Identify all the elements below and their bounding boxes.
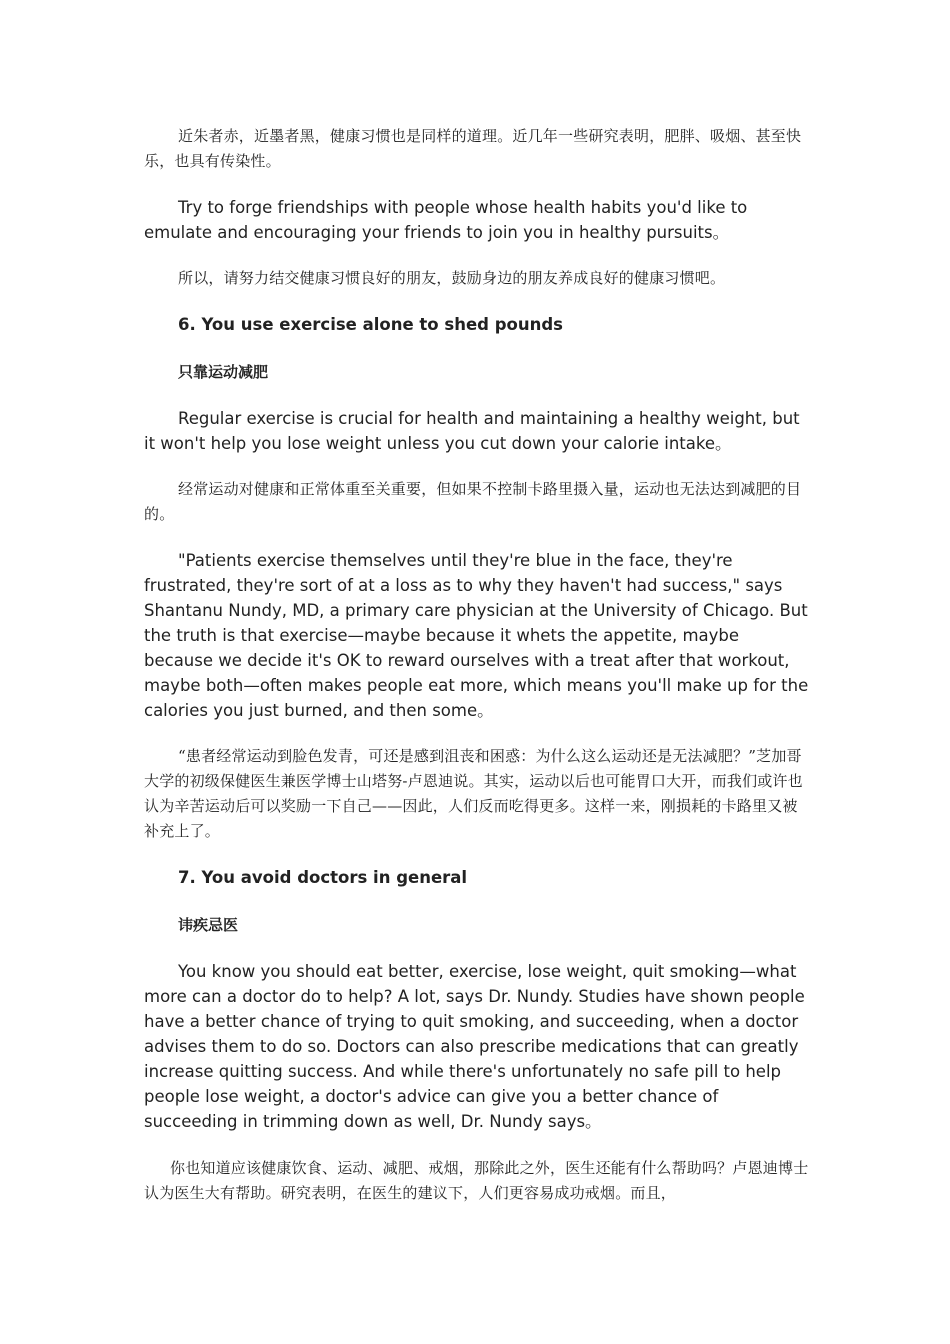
- paragraph-zh-patients-quote: “患者经常运动到脸色发青，可还是感到沮丧和困惑：为什么这么运动还是无法减肥？”芝加哥大学的初级保健医生兼医学博士山塔努-卢恩迪说。其实，运动以后也可能胃口大开，而我们或许也认为辛苦运动后可以奖励一下自己——因此，人们反而吃得更多。这样一来，刚损耗的卡路里又被补充上了。: [144, 747, 803, 840]
- paragraph-zh-doctor-help: 你也知道应该健康饮食、运动、减肥、戒烟，那除此之外，医生还能有什么帮助吗？卢恩迪博士认为医生大有帮助。研究表明，在医生的建议下，人们更容易成功戒烟。而且，: [144, 1159, 809, 1202]
- paragraph-en-doctor-help: You know you should eat better, exercise, lose weight, quit smoking—what more can a doctor do to help? A lot, says Dr. Nundy. Studies have shown people have a better chance of trying to quit smoking, and succeeding, when a doctor advises them to do so. Doctors can also prescribe medications that can greatly increase quitting success. And while there's unfortunately no safe pill to help people lose weight, a doctor's advice can give you a better chance of succeeding in trimming down as well, Dr. Nundy says。: [144, 962, 805, 1131]
- paragraph-zh-contagious-habits: 近朱者赤，近墨者黑，健康习惯也是同样的道理。近几年一些研究表明，肥胖、吸烟、甚至快乐，也具有传染性。: [144, 127, 802, 170]
- section-heading-6-zh: 只靠运动减肥: [178, 363, 269, 381]
- section-heading-7-zh: 讳疾忌医: [178, 916, 239, 934]
- paragraph-en-forge-friendships: Try to forge friendships with people whose health habits you'd like to emulate and encouraging your friends to join you in healthy pursuits。: [144, 198, 748, 242]
- paragraph-en-patients-quote: "Patients exercise themselves until they're blue in the face, they're frustrated, they're sort of at a loss as to why they haven't had success," says Shantanu Nundy, MD, a primary care physician at the University of Chicago. But the truth is that exercise—maybe because it whets the appetite, maybe because we decide it's OK to reward ourselves with a treat after that workout, maybe both—often makes people eat more, which means you'll make up for the calories you just burned, and then some。: [144, 551, 809, 720]
- article-body: [144, 124, 810, 1206]
- paragraph-en-regular-exercise: Regular exercise is crucial for health and maintaining a healthy weight, but it won't help you lose weight unless you cut down your calorie intake。: [144, 409, 800, 453]
- section-heading-6-en: 6. You use exercise alone to shed pounds: [178, 315, 563, 334]
- paragraph-zh-make-friends: 所以，请努力结交健康习惯良好的朋友，鼓励身边的朋友养成良好的健康习惯吧。: [178, 269, 726, 287]
- paragraph-zh-regular-exercise: 经常运动对健康和正常体重至关重要，但如果不控制卡路里摄入量，运动也无法达到减肥的目的。: [144, 480, 802, 523]
- section-heading-7-en: 7. You avoid doctors in general: [178, 868, 468, 887]
